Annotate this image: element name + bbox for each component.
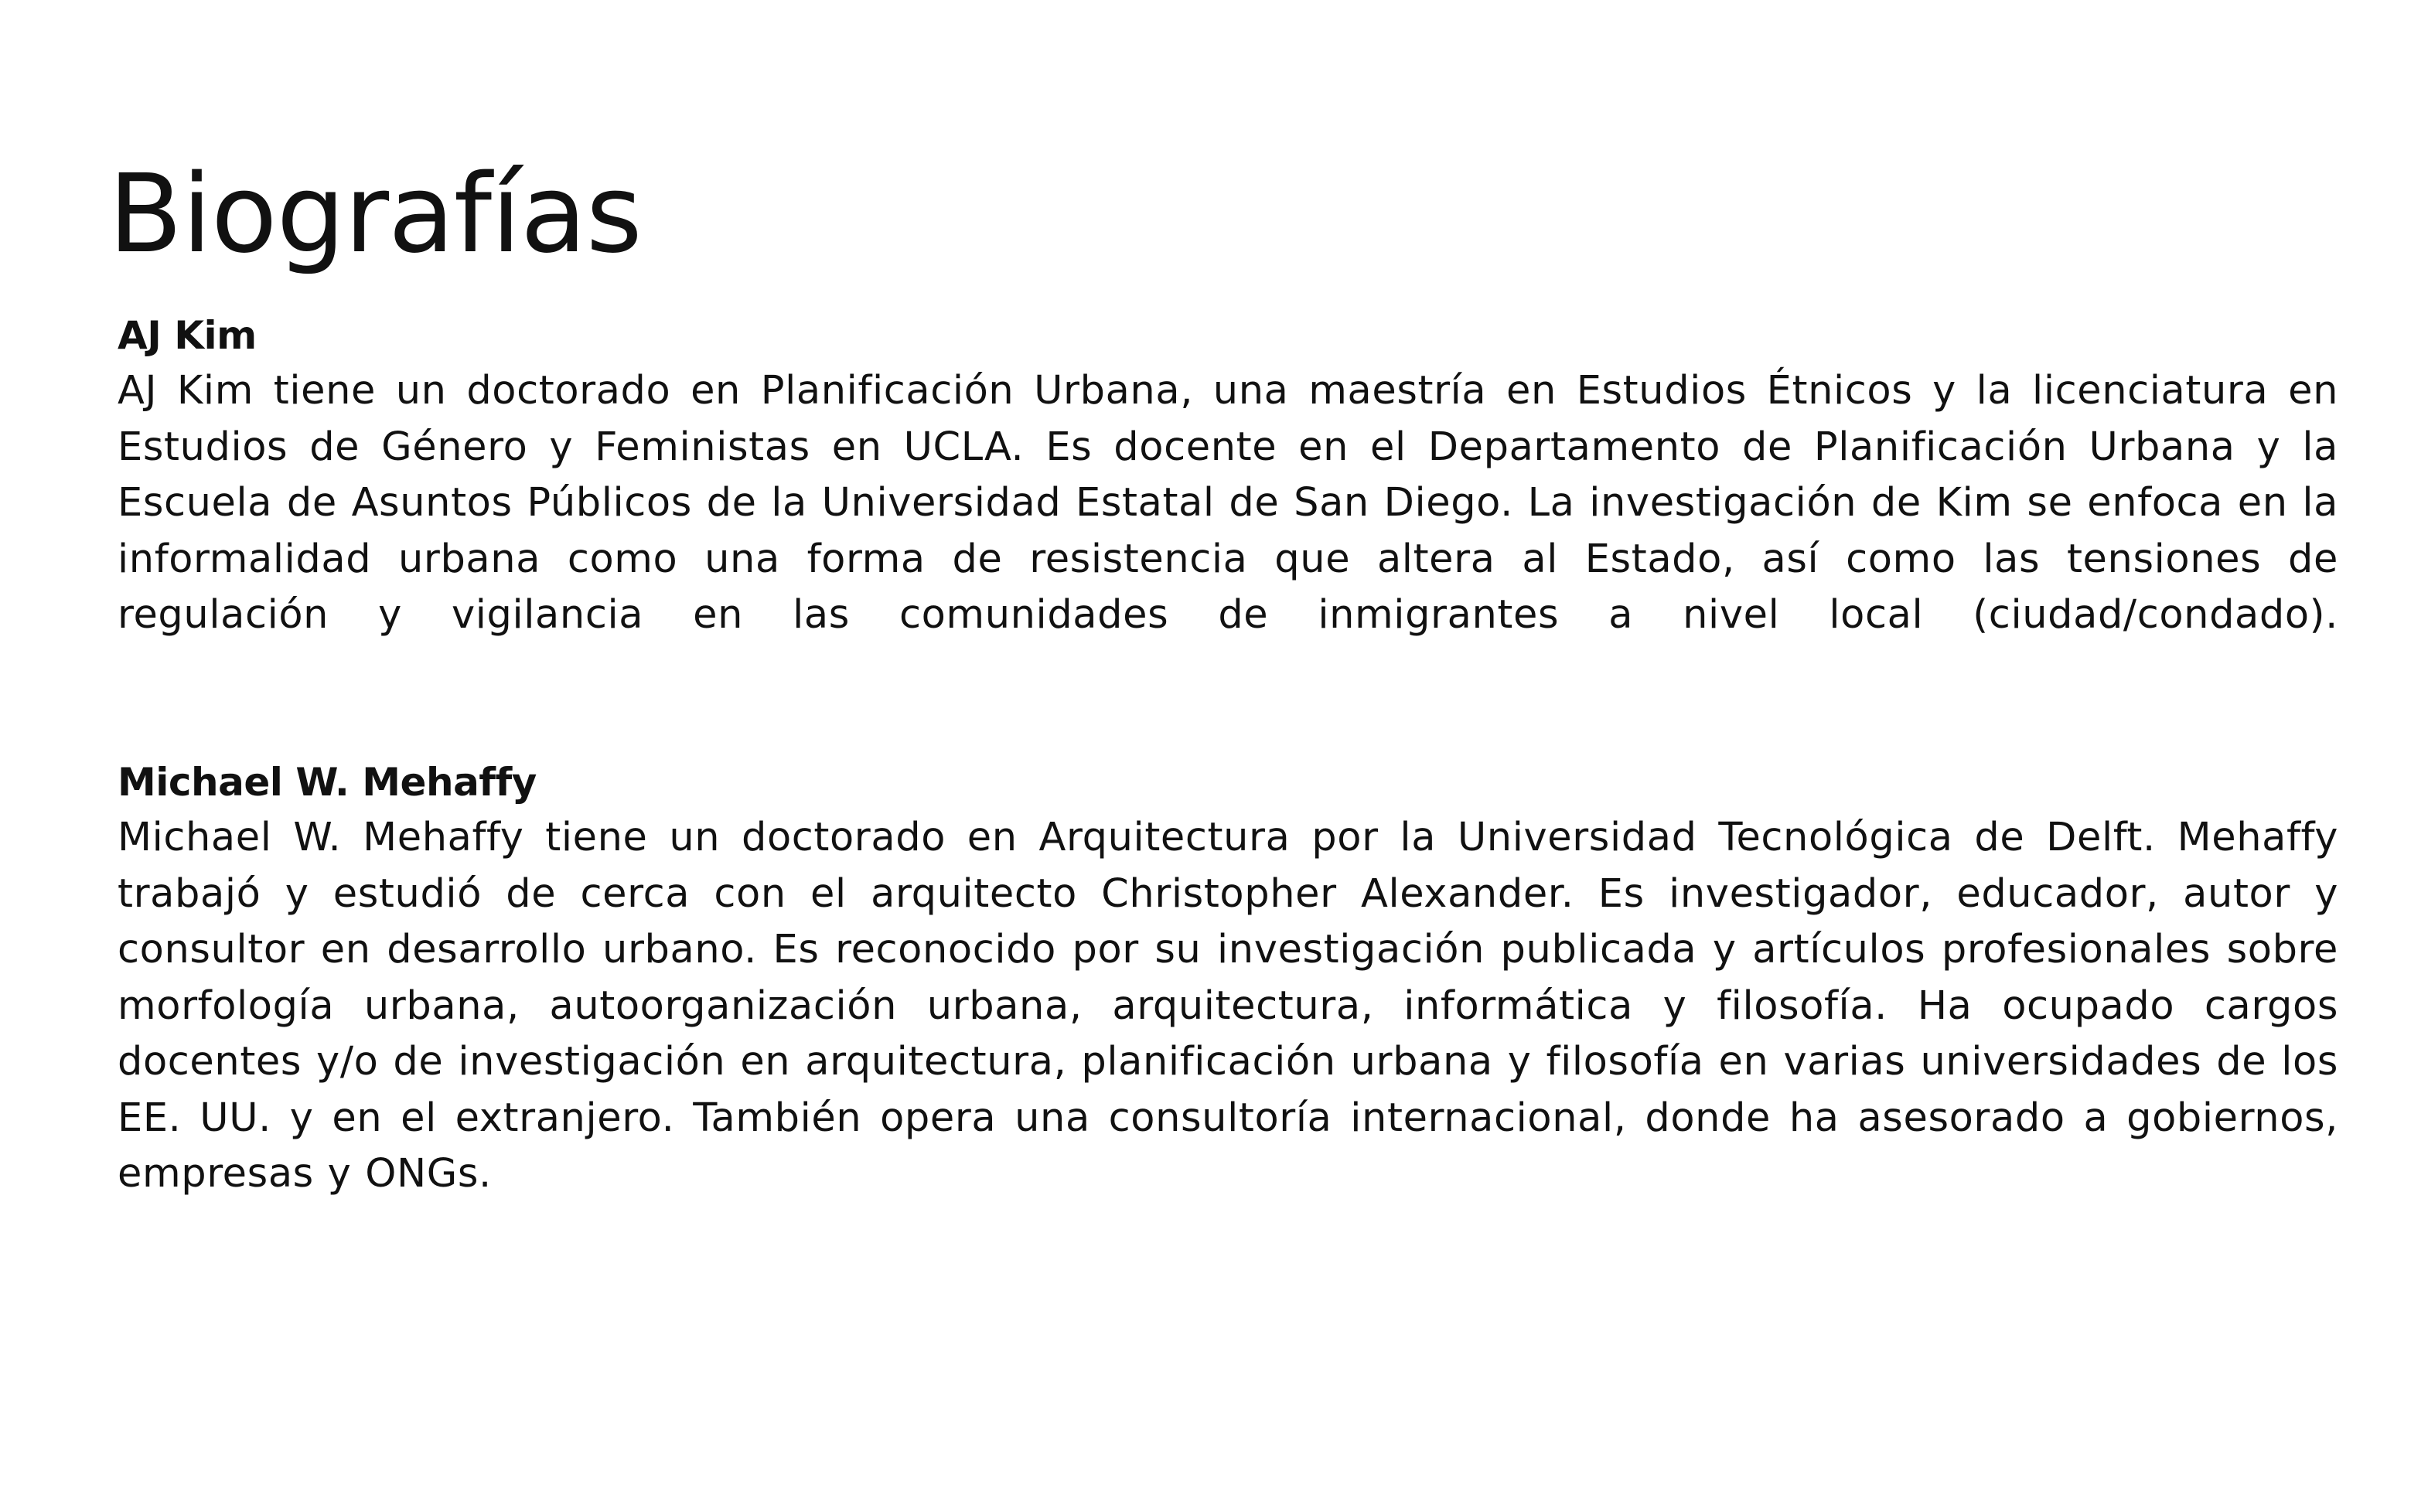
bio-name: Michael W. Mehaffy xyxy=(118,760,537,805)
bio-name: AJ Kim xyxy=(118,313,257,358)
bio-section-michael-mehaffy xyxy=(118,754,2338,1203)
bio-text: AJ Kim tiene un doctorado en Planificación Urbana, una maestría en Estudios Étnicos y la licenciatura en Estudios de Género y Feministas en UCLA. Es docente en el Departamento de Planificación Urbana y la Escuela de Asuntos Públicos de la Universidad Estatal de San Diego. La investigación de Kim se enfoca en la informalidad urbana como una forma de resistencia que altera al Estado, así como las tensiones de regulación y vigilancia en las comunidades de inmigrantes a nivel local (ciudad/condado). xyxy=(118,368,2338,638)
page-title: Biografías xyxy=(108,152,642,278)
bio-text: Michael W. Mehaffy tiene un doctorado en Arquitectura por la Universidad Tecnológica de Delft. Mehaffy trabajó y estudió de cerca con el arquitecto Christopher Alexander. Es investigador, educador, autor y consultor en desarrollo urbano. Es reconocido por su investigación publicada y artículos profesionales sobre morfología urbana, autoorganización urbana, arquitectura, informática y filosofía. Ha ocupado cargos docentes y/o de investigación en arquitectura, planificación urbana y filosofía en varias universidades de los EE. UU. y en el extranjero. También opera una consultoría internacional, donde ha asesorado a gobiernos, empresas y ONGs. xyxy=(118,815,2338,1197)
bio-section-aj-kim xyxy=(118,308,2338,644)
